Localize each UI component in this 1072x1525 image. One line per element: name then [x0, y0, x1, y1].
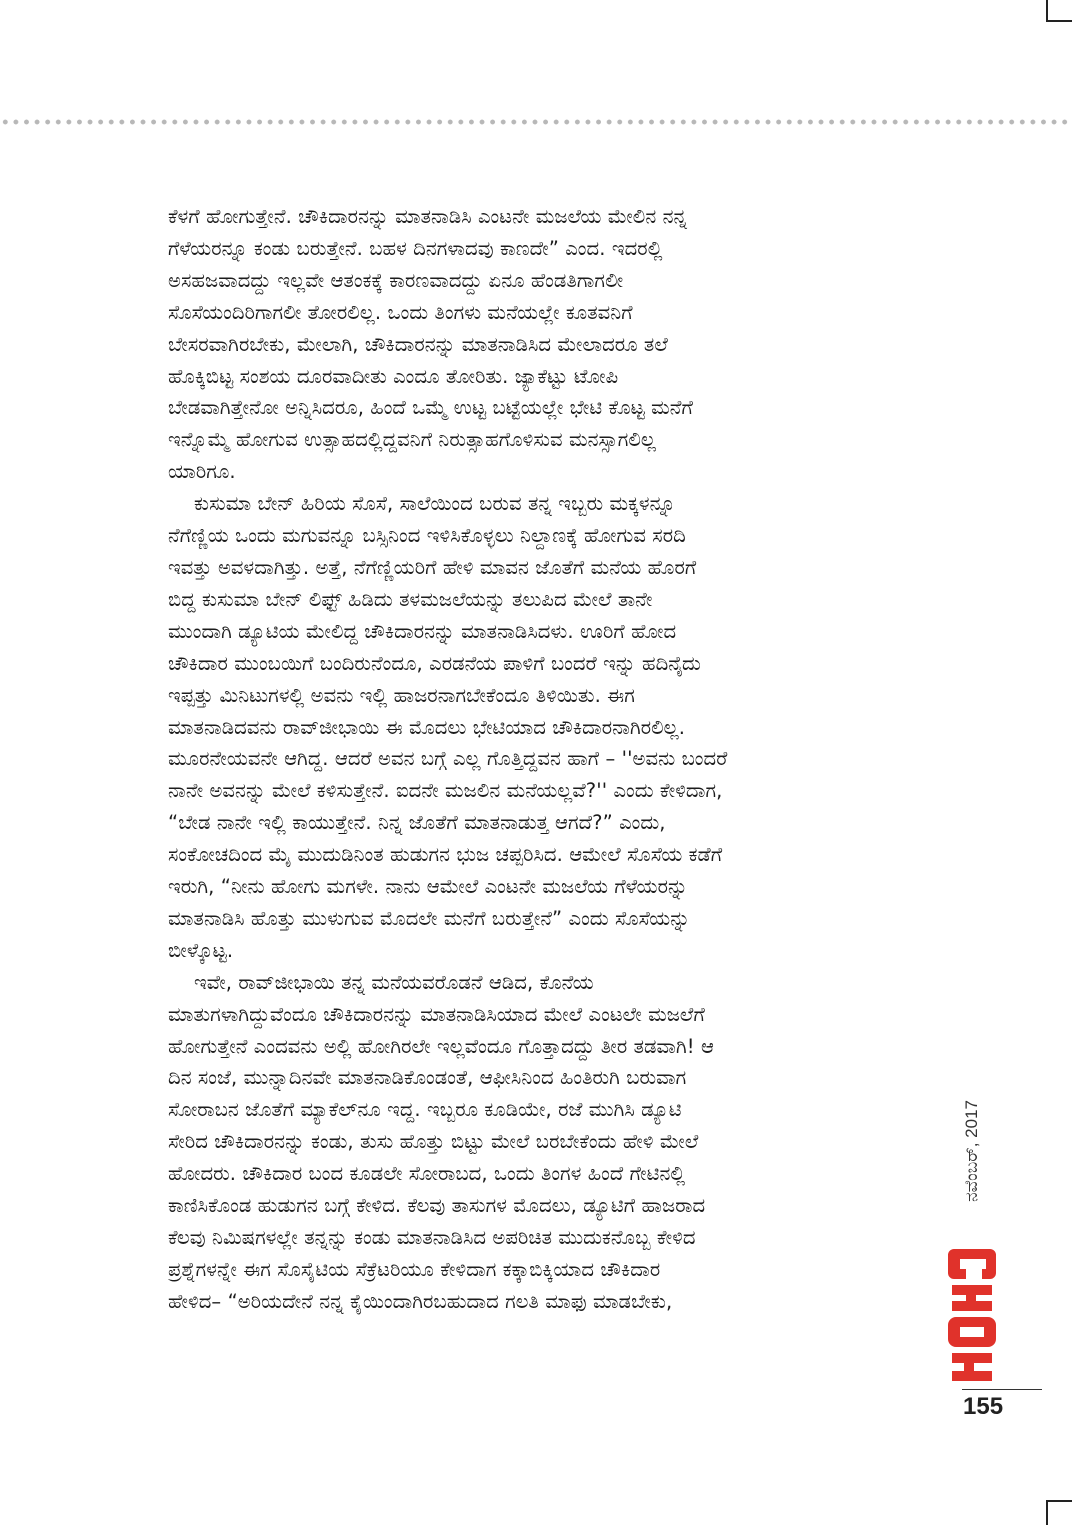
paragraph-1: ಕೆಳಗೆ ಹೋಗುತ್ತೇನೆ. ಚೌಕಿದಾರನನ್ನು ಮಾತನಾಡಿಸಿ ಎಂಟನೇ ಮಜಲೆಯ ಮೇಲಿನ ನನ್ನ ಗೆಳೆಯರನ್ನೂ ಕಂಡು ಬರುತ್ತೇನೆ. ಬಹಳ ದಿನಗಳಾದವು ಕಾಣದೇ” ಎಂದ. ಇದರಲ್ಲಿ ಅಸಹಜವಾದದ್ದು ಇಲ್ಲವೇ ಆತಂಕಕ್ಕೆ ಕಾರಣವಾದದ್ದು ಏನೂ ಹೆಂಡತಿಗಾಗಲೀ ಸೊಸೆಯಂದಿರಿಗಾಗಲೀ ತೋರಲಿಲ್ಲ. ಒಂದು ತಿಂಗಳು ಮನೆಯಲ್ಲೇ ಕೂತವನಿಗೆ ಬೇಸರವಾಗಿರಬೇಕು, ಮೇಲಾಗಿ, ಚೌಕಿದಾರನನ್ನು ಮಾತನಾಡಿಸಿದ ಮೇಲಾದರೂ ತಲೆ ಹೊಕ್ಕಿಬಿಟ್ಟ ಸಂಶಯ ದೂರವಾದೀತು ಎಂದೂ ತೋರಿತು. ಜ್ಯಾಕೆಟ್ಟು ಟೋಪಿ ಬೇಡವಾಗಿತ್ತೇನೋ ಅನ್ನಿಸಿದರೂ, ಹಿಂದೆ ಒಮ್ಮೆ ಉಟ್ಟ ಬಟ್ಟೆಯಲ್ಲೇ ಭೇಟಿ ಕೊಟ್ಟ ಮನೆಗೆ ಇನ್ನೊಮ್ಮೆ ಹೋಗುವ ಉತ್ಸಾಹದಲ್ಲಿದ್ದವನಿಗೆ ನಿರುತ್ಸಾಹಗೊಳಿಸುವ ಮನಸ್ಸಾಗಲಿಲ್ಲ ಯಾರಿಗೂ.	[168, 205, 693, 484]
issue-date: ನವೆಂಬರ್, 2017	[962, 1100, 981, 1202]
dotted-separator	[0, 118, 1072, 126]
page-number: 155	[963, 1393, 1004, 1420]
paragraph-2: ಕುಸುಮಾ ಬೇನ್ ಹಿರಿಯ ಸೊಸೆ, ಸಾಲೆಯಿಂದ ಬರುವ ತನ್ನ ಇಬ್ಬರು ಮಕ್ಕಳನ್ನೂ ನೆಗೆಣ್ಣಿಯ ಒಂದು ಮಗುವನ್ನೂ ಬಸ್ಸಿನಿಂದ ಇಳಿಸಿಕೊಳ್ಳಲು ನಿಲ್ದಾಣಕ್ಕೆ ಹೋಗುವ ಸರದಿ ಇವತ್ತು ಅವಳದಾಗಿತ್ತು. ಅತ್ತೆ, ನೆಗೆಣ್ಣಿಯರಿಗೆ ಹೇಳಿ ಮಾವನ ಜೊತೆಗೆ ಮನೆಯ ಹೊರಗೆ ಬಿದ್ದ ಕುಸುಮಾ ಬೇನ್ ಲಿಫ್ಟ್ ಹಿಡಿದು ತಳಮಜಲೆಯನ್ನು ತಲುಪಿದ ಮೇಲೆ ತಾನೇ ಮುಂದಾಗಿ ಡ್ಯೂಟಿಯ ಮೇಲಿದ್ದ ಚೌಕಿದಾರನನ್ನು ಮಾತನಾಡಿಸಿದಳು. ಊರಿಗೆ ಹೋದ ಚೌಕಿದಾರ ಮುಂಬಯಿಗೆ ಬಂದಿರುನೆಂದೂ, ಎರಡನೆಯ ಪಾಳಿಗೆ ಬಂದರೆ ಇನ್ನು ಹದಿನೈದು ಇಪ್ಪತ್ತು ಮಿನಿಟುಗಳಲ್ಲಿ ಅವನು ಇಲ್ಲಿ ಹಾಜರನಾಗಬೇಕೆಂದೂ ತಿಳಿಯಿತು. ಈಗ ಮಾತನಾಡಿದವನು ರಾವ್‌ಜೀಭಾಯಿ ಈ ಮೊದಲು ಭೇಟಿಯಾದ ಚೌಕಿದಾರನಾಗಿರಲಿಲ್ಲ. ಮೂರನೇಯವನೇ ಆಗಿದ್ದ. ಆದರೆ ಅವನ ಬಗ್ಗೆ ಎಲ್ಲ ಗೊತ್ತಿದ್ದವನ ಹಾಗೆ – ''ಅವನು ಬಂದರೆ ನಾನೇ ಅವನನ್ನು ಮೇಲೆ ಕಳಿಸುತ್ತೇನೆ. ಐದನೇ ಮಜಲಿನ ಮನೆಯಲ್ಲವೆ?'' ಎಂದು ಕೇಳಿದಾಗ, “ಬೇಡ ನಾನೇ ಇಲ್ಲಿ ಕಾಯುತ್ತೇನೆ. ನಿನ್ನ ಜೊತೆಗೆ ಮಾತನಾಡುತ್ತ ಆಗದೆ?” ಎಂದು, ಸಂಕೋಚದಿಂದ ಮೈ ಮುದುಡಿನಿಂತ ಹುಡುಗನ ಭುಜ ಚಪ್ಪರಿಸಿದ. ಆಮೇಲೆ ಸೊಸೆಯ ಕಡೆಗೆ ಇರುಗಿ, “ನೀನು ಹೋಗು ಮಗಳೇ. ನಾನು ಆಮೇಲೆ ಎಂಟನೇ ಮಜಲೆಯ ಗೆಳೆಯರನ್ನು ಮಾತನಾಡಿಸಿ ಹೊತ್ತು ಮುಳುಗುವ ಮೊದಲೇ ಮನೆಗೆ ಬರುತ್ತೇನೆ” ಎಂದು ಸೊಸೆಯನ್ನು ಬೀಳ್ಕೊಟ್ಟ.	[168, 492, 728, 962]
footer-rule	[962, 1389, 1042, 1390]
paragraph-3: ಇವೇ, ರಾವ್‌ಜೀಭಾಯಿ ತನ್ನ ಮನೆಯವರೊಡನೆ ಆಡಿದ, ಕೊನೆಯ ಮಾತುಗಳಾಗಿದ್ದುವೆಂದೂ ಚೌಕಿದಾರನನ್ನು ಮಾತನಾಡಿಸಿಯಾದ ಮೇಲೆ ಎಂಟಲೇ ಮಜಲೆಗೆ ಹೋಗುತ್ತೇನೆ ಎಂದವನು ಅಲ್ಲಿ ಹೋಗಿರಲೇ ಇಲ್ಲವೆಂದೂ ಗೊತ್ತಾದದ್ದು ತೀರ ತಡವಾಗಿ! ಆ ದಿನ ಸಂಜೆ, ಮುನ್ನಾದಿನವೇ ಮಾತನಾಡಿಕೊಂಡಂತೆ, ಆಫೀಸಿನಿಂದ ಹಿಂತಿರುಗಿ ಬರುವಾಗ ಸೋರಾಬನ ಜೊತೆಗೆ ಮ್ಯಾಕೆಲ್‌ನೂ ಇದ್ದ. ಇಬ್ಬರೂ ಕೂಡಿಯೇ, ರಜೆ ಮುಗಿಸಿ ಡ್ಯೂಟಿ ಸೇರಿದ ಚೌಕಿದಾರನನ್ನು ಕಂಡು, ತುಸು ಹೊತ್ತು ಬಿಟ್ಟು ಮೇಲೆ ಬರಬೇಕೆಂದು ಹೇಳಿ ಮೇಲೆ ಹೋದರು. ಚೌಕಿದಾರ ಬಂದ ಕೂಡಲೇ ಸೋರಾಬದ, ಒಂದು ತಿಂಗಳ ಹಿಂದೆ ಗೇಟಿನಲ್ಲಿ ಕಾಣಿಸಿಕೊಂಡ ಹುಡುಗನ ಬಗ್ಗೆ ಕೇಳಿದ. ಕೆಲವು ತಾಸುಗಳ ಮೊದಲು, ಡ್ಯೂಟಿಗೆ ಹಾಜರಾದ ಕೆಲವು ನಿಮಿಷಗಳಲ್ಲೇ ತನ್ನನ್ನು ಕಂಡು ಮಾತನಾಡಿಸಿದ ಅಪರಿಚಿತ ಮುದುಕನೊಬ್ಬ ಕೇಳಿದ ಪ್ರಶ್ನೆಗಳನ್ನೇ ಈಗ ಸೊಸೈಟಿಯ ಸೆಕ್ರೆಟರಿಯೂ ಕೇಳಿದಾಗ ಕಕ್ಕಾಬಿಕ್ಕಿಯಾದ ಚೌಕಿದಾರ ಹೇಳಿದ– “ಅರಿಯದೇನೆ ನನ್ನ ಕೈಯಿಂದಾಗಿರಬಹುದಾದ ಗಲತಿ ಮಾಫು ಮಾಡಬೇಕು,	[168, 970, 714, 1313]
crop-mark-top	[1046, 0, 1072, 22]
crop-mark-bottom	[1046, 1500, 1072, 1525]
magazine-logo	[948, 1245, 996, 1385]
article-body	[168, 201, 918, 1318]
